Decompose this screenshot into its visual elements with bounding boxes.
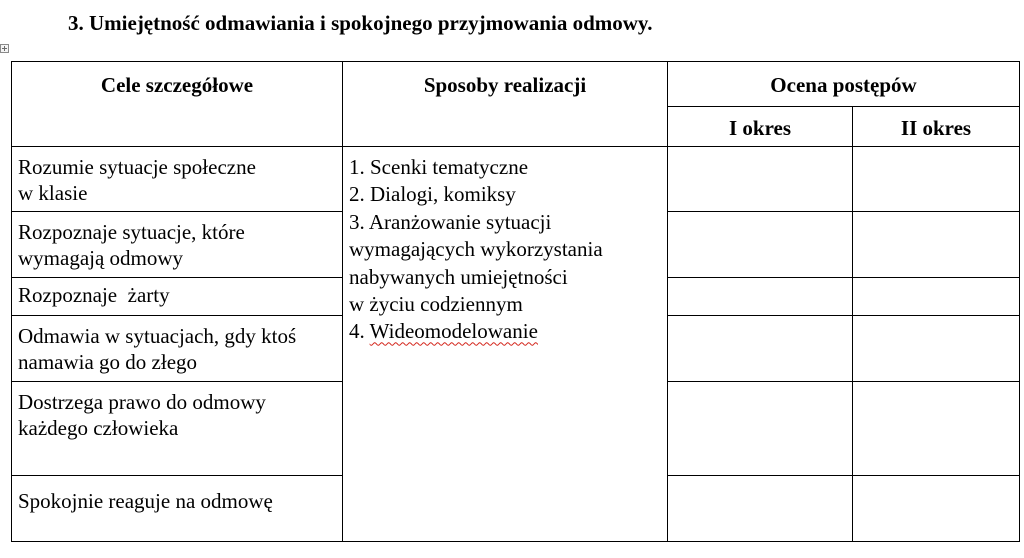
table-row (12, 147, 1020, 212)
goal-cell[interactable] (12, 476, 343, 542)
goal-line: Spokojnie reaguje na odmowę (18, 489, 273, 513)
method-number: 4. (349, 319, 370, 344)
rating-cell-term-1[interactable] (668, 382, 853, 476)
rating-cell-term-1[interactable] (668, 147, 853, 212)
goal-cell[interactable] (12, 316, 343, 382)
goal-cell[interactable] (12, 147, 343, 212)
section-heading: 3. Umiejętność odmawiania i spokojnego przyjmowania odmowy. (68, 11, 653, 35)
rating-cell-term-1[interactable] (668, 476, 853, 542)
goal-line: Dostrzega prawo do odmowy (18, 390, 266, 414)
methods-cell[interactable] (343, 147, 668, 542)
method-line: 1. Scenki tematyczne (349, 155, 529, 179)
rating-cell-term-1[interactable] (668, 316, 853, 382)
goal-line: każdego człowieka (18, 416, 179, 440)
header-methods: Sposoby realizacji (343, 62, 668, 147)
goal-cell[interactable] (12, 278, 343, 316)
rating-cell-term-1[interactable] (668, 212, 853, 278)
rating-cell-term-2[interactable] (853, 212, 1020, 278)
method-line: nabywanych umiejętności (349, 264, 568, 289)
header-term-2: II okres (853, 107, 1020, 147)
method-line: 3. Aranżowanie sytuacji (349, 209, 552, 234)
header-progress: Ocena postępów (668, 62, 1020, 107)
method-line: 2. Dialogi, komiksy (349, 182, 516, 207)
table-move-handle-icon[interactable] (0, 44, 9, 53)
goal-line: Rozumie sytuacje społeczne (18, 155, 256, 179)
goals-table (11, 61, 1020, 542)
rating-cell-term-2[interactable] (853, 382, 1020, 476)
rating-cell-term-2[interactable] (853, 278, 1020, 316)
rating-cell-term-2[interactable] (853, 147, 1020, 212)
method-line (349, 318, 661, 345)
rating-cell-term-2[interactable] (853, 316, 1020, 382)
method-line: wymagających wykorzystania (349, 237, 603, 262)
goal-cell[interactable] (12, 212, 343, 278)
goal-line: Rozpoznaje żarty (18, 283, 170, 307)
goal-line: w klasie (18, 181, 88, 205)
rating-cell-term-2[interactable] (853, 476, 1020, 542)
goal-line: namawia go do złego (18, 350, 198, 374)
goal-line: Odmawia w sytuacjach, gdy ktoś (18, 324, 297, 348)
header-goals: Cele szczegółowe (12, 62, 343, 147)
method-line: w życiu codziennym (349, 292, 523, 317)
goal-line: Rozpoznaje sytuacje, które (18, 220, 245, 244)
goal-line: wymagają odmowy (18, 246, 184, 270)
goal-cell[interactable] (12, 382, 343, 476)
rating-cell-term-1[interactable] (668, 278, 853, 316)
spellcheck-flagged-word[interactable]: Wideomodelowanie (369, 319, 538, 344)
header-term-1: I okres (668, 107, 853, 147)
